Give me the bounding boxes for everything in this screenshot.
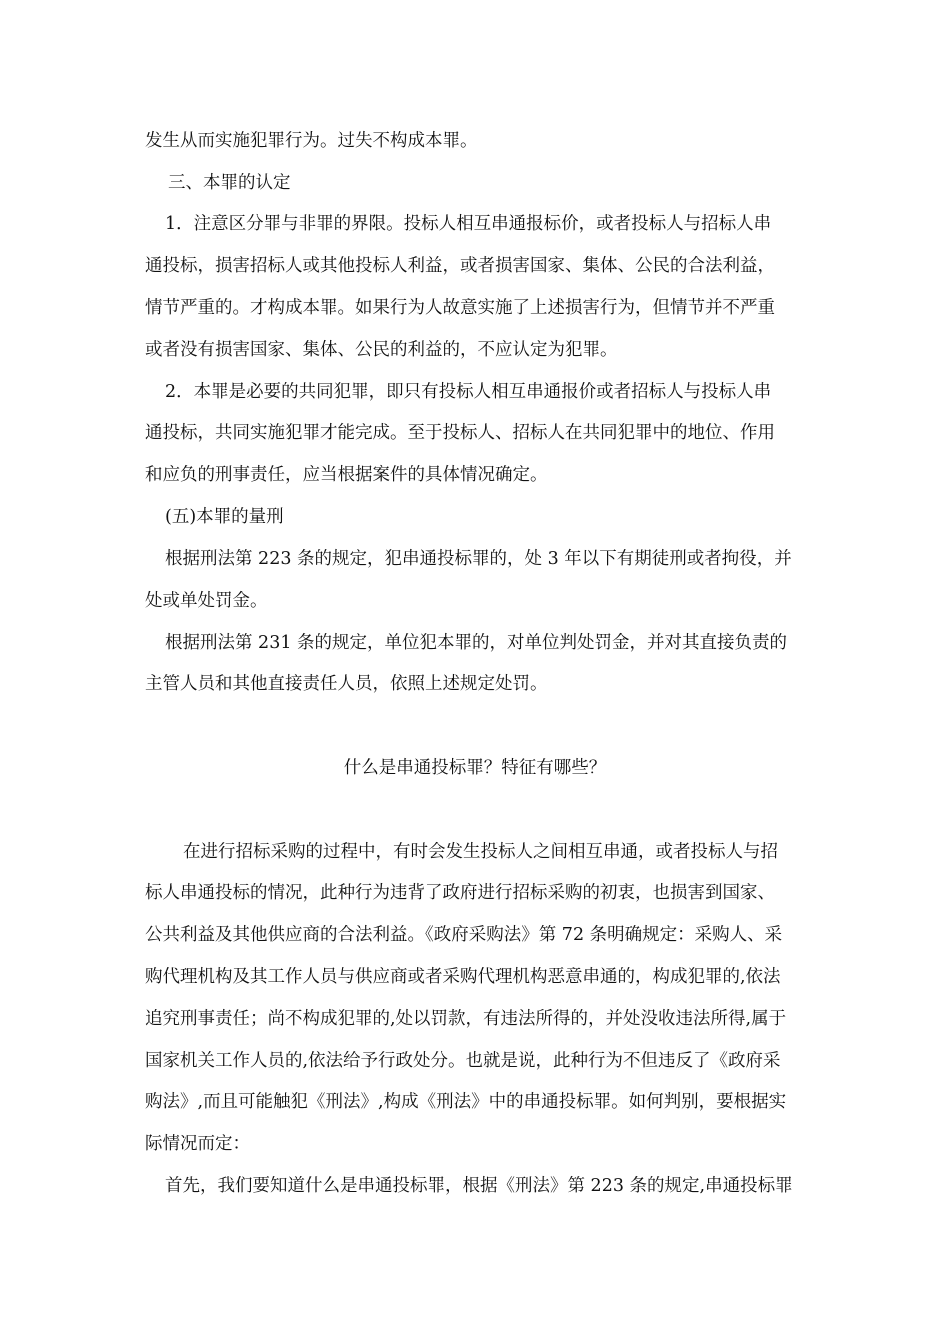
- text-line: 首先，我们要知道什么是串通投标罪，根据《刑法》第 223 条的规定,串通投标罪: [165, 1176, 793, 1196]
- text-line: 2．本罪是必要的共同犯罪，即只有投标人相互串通报价或者招标人与投标人串: [165, 382, 772, 402]
- section-heading: 三、本罪的认定: [168, 173, 291, 193]
- text-line: 根据刑法第 223 条的规定，犯串通投标罪的，处 3 年以下有期徒刑或者拘役，并: [165, 549, 792, 569]
- text-line: 或者没有损害国家、集体、公民的利益的，不应认定为犯罪。: [145, 340, 618, 360]
- section-heading: (五)本罪的量刑: [165, 507, 284, 527]
- text-line: 公共利益及其他供应商的合法利益。《政府采购法》第 72 条明确规定：采购人、采: [145, 925, 783, 945]
- text-line: 情节严重的。才构成本罪。如果行为人故意实施了上述损害行为，但情节并不严重: [145, 298, 775, 318]
- text-line-with-link: [145, 464, 845, 486]
- text-line: 通投标，损害招标人或其他投标人利益，或者损害国家、集体、公民的合法利益，: [145, 256, 775, 276]
- text-line: 标人串通投标的情况，此种行为违背了政府进行招标采购的初衷，也损害到国家、: [145, 883, 775, 903]
- text-line: 处或单处罚金。: [145, 591, 268, 611]
- text-segment: 和应负的: [145, 465, 215, 485]
- text-line: 购代理机构及其工作人员与供应商或者采购代理机构恶意串通的，构成犯罪的,依法: [145, 967, 781, 987]
- text-line: 购法》,而且可能触犯《刑法》,构成《刑法》中的串通投标罪。如何判别，要根据实: [145, 1092, 787, 1112]
- text-line: 追究刑事责任；尚不构成犯罪的,处以罚款，有违法所得的，并处没收违法所得,属于: [145, 1009, 787, 1029]
- criminal-liability-link[interactable]: 刑事责任: [215, 465, 285, 485]
- article-title: 什么是串通投标罪？特征有哪些？: [343, 758, 607, 778]
- text-segment: ，应当根据案件的具体情况确定。: [285, 465, 548, 485]
- text-line: 主管人员和其他直接责任人员，依照上述规定处罚。: [145, 674, 548, 694]
- text-line: 1．注意区分罪与非罪的界限。投标人相互串通报标价，或者投标人与招标人串: [165, 214, 772, 234]
- text-line: 在进行招标采购的过程中，有时会发生投标人之间相互串通，或者投标人与招: [183, 842, 778, 862]
- text-line: 通投标，共同实施犯罪才能完成。至于投标人、招标人在共同犯罪中的地位、作用: [145, 423, 775, 443]
- text-line: 发生从而实施犯罪行为。过失不构成本罪。: [145, 131, 478, 151]
- text-line: 际情况而定：: [145, 1134, 250, 1154]
- text-line: 国家机关工作人员的,依法给予行政处分。也就是说，此种行为不但违反了《政府采: [145, 1051, 781, 1071]
- text-line: 根据刑法第 231 条的规定，单位犯本罪的，对单位判处罚金，并对其直接负责的: [165, 633, 788, 653]
